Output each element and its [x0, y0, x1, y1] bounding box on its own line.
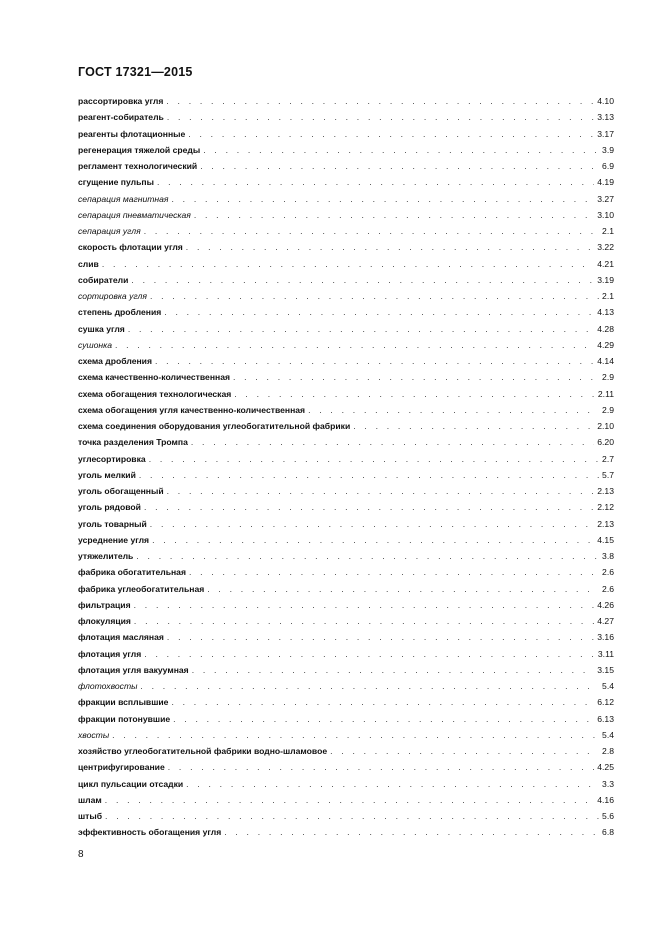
- index-term: реагент-собиратель: [78, 112, 164, 123]
- index-entry: [78, 142, 614, 158]
- index-ref: 2.8: [602, 746, 614, 756]
- dot-leader: [224, 824, 599, 840]
- dot-leader: [203, 142, 599, 158]
- index-entry: [78, 532, 614, 548]
- index-entry: [78, 613, 614, 629]
- dot-leader: [128, 321, 594, 337]
- index-entry: [78, 581, 614, 597]
- dot-leader: [186, 239, 594, 255]
- index-term: фракции потонувшие: [78, 713, 171, 724]
- index-term: флотация угля вакуумная: [78, 664, 189, 675]
- index-entry: [78, 272, 614, 288]
- index-entry: [78, 678, 614, 694]
- dot-leader: [200, 158, 599, 174]
- index-ref: 3.11: [597, 648, 614, 659]
- dot-leader: [136, 548, 599, 564]
- index-term: флотация масляная: [78, 632, 164, 643]
- dot-leader: [172, 191, 595, 207]
- index-term: флотация угля: [78, 648, 142, 659]
- index-term: собиратели: [78, 274, 129, 285]
- index-term: сушка угля: [78, 323, 125, 334]
- dot-leader: [189, 564, 599, 580]
- index-entry: [78, 727, 614, 743]
- index-ref: 4.19: [597, 177, 614, 188]
- dot-leader: [150, 516, 594, 532]
- index-ref: 3.10: [597, 209, 614, 220]
- index-ref: 4.16: [597, 794, 614, 805]
- index-ref: 2.1: [602, 291, 614, 301]
- dot-leader: [131, 272, 594, 288]
- index-ref: 2.1: [602, 226, 614, 236]
- index-ref: 4.27: [597, 616, 614, 626]
- index-ref: 4.13: [597, 307, 614, 318]
- index-entry: [78, 337, 614, 353]
- index-ref: 6.8: [602, 827, 614, 838]
- index-ref: 3.27: [597, 193, 614, 204]
- index-entry: [78, 434, 614, 450]
- dot-leader: [353, 418, 594, 434]
- index-entry: [78, 499, 614, 515]
- index-term: схема обогащения угля качественно-количественная: [78, 404, 306, 415]
- index-entry: [78, 93, 614, 109]
- index-entry: [78, 223, 614, 239]
- index-term: хвосты: [78, 729, 110, 740]
- dot-leader: [152, 532, 594, 548]
- dot-leader: [134, 597, 595, 613]
- index-term: точка разделения Тромпа: [78, 437, 188, 448]
- index-ref: 2.11: [597, 388, 614, 399]
- index-entry: [78, 564, 614, 580]
- index-term: сгущение пульпы: [78, 177, 154, 188]
- index-term: фильтрация: [78, 599, 131, 610]
- index-ref: 2.6: [602, 567, 614, 578]
- index-term: утяжелитель: [78, 551, 134, 561]
- dot-leader: [167, 483, 595, 499]
- dot-leader: [171, 694, 594, 710]
- index-term: уголь рядовой: [78, 502, 141, 513]
- index-entry: [78, 321, 614, 337]
- dot-leader: [173, 711, 594, 727]
- index-ref: 4.21: [597, 258, 614, 269]
- page-title: ГОСТ 17321—2015: [78, 65, 193, 79]
- index-term: сепарация пневматическая: [78, 209, 191, 220]
- dot-leader: [144, 499, 594, 515]
- index-ref: 5.4: [602, 729, 614, 740]
- index-term: штыб: [78, 811, 103, 821]
- index-term: фракции всплывшие: [78, 697, 169, 708]
- index-entry: [78, 824, 614, 840]
- dot-leader: [167, 629, 594, 645]
- dot-leader: [157, 174, 594, 190]
- index-term: сушонка: [78, 339, 112, 350]
- index-ref: 4.28: [597, 323, 614, 334]
- index-ref: 2.13: [597, 486, 614, 496]
- index-ref: 4.26: [597, 599, 614, 610]
- index-entry: [78, 207, 614, 223]
- index-term: схема дробления: [78, 356, 152, 366]
- index-ref: 5.7: [602, 469, 614, 480]
- index-term: сепарация магнитная: [78, 193, 169, 204]
- index-term: сортировка угля: [78, 291, 147, 301]
- index-entry: [78, 597, 614, 613]
- index-entry: [78, 353, 614, 369]
- index-entry: [78, 402, 614, 418]
- index-ref: 2.9: [602, 372, 614, 383]
- index-entry: [78, 483, 614, 499]
- dot-leader: [150, 288, 599, 304]
- index-entry: [78, 174, 614, 190]
- index-term: усреднение угля: [78, 534, 150, 545]
- index-entry: [78, 759, 614, 775]
- index-ref: 3.19: [597, 274, 614, 285]
- index-entry: [78, 158, 614, 174]
- index-entry: [78, 711, 614, 727]
- dot-leader: [166, 93, 594, 109]
- dot-leader: [105, 808, 599, 824]
- dot-leader: [144, 646, 595, 662]
- dot-leader: [330, 743, 599, 759]
- dot-leader: [105, 792, 595, 808]
- index-entry: [78, 288, 614, 304]
- index-entry: [78, 629, 614, 645]
- index-ref: 5.4: [602, 681, 614, 691]
- index-ref: 4.25: [597, 762, 614, 773]
- index-ref: 2.9: [602, 404, 614, 415]
- index-term: сепарация угля: [78, 226, 141, 236]
- dot-leader: [194, 207, 594, 223]
- index-term: центрифугирование: [78, 762, 165, 773]
- index-term: флотохвосты: [78, 681, 138, 691]
- index-ref: 2.10: [597, 421, 614, 431]
- index-term: цикл пульсации отсадки: [78, 778, 184, 789]
- index-ref: 6.13: [597, 713, 614, 724]
- index-term: схема соединения оборудования углеобогатительной фабрики: [78, 421, 351, 431]
- index-entry: [78, 239, 614, 255]
- index-entry: [78, 743, 614, 759]
- index-term: эффективность обогащения угля: [78, 827, 222, 838]
- index-ref: 4.29: [597, 339, 614, 350]
- index-entry: [78, 386, 614, 402]
- dot-leader: [188, 126, 594, 142]
- index-entry: [78, 662, 614, 678]
- index-entry: [78, 792, 614, 808]
- index-ref: 6.12: [597, 697, 614, 708]
- index-term: уголь товарный: [78, 518, 147, 529]
- index-entry: [78, 516, 614, 532]
- index-entry: [78, 451, 614, 467]
- index-term: шлам: [78, 794, 102, 805]
- dot-leader: [186, 776, 599, 792]
- dot-leader: [308, 402, 599, 418]
- dot-leader: [234, 386, 595, 402]
- page-number: 8: [78, 849, 84, 860]
- index-term: степень дробления: [78, 307, 162, 318]
- index-ref: 2.7: [602, 453, 614, 464]
- index-entry: [78, 369, 614, 385]
- dot-leader: [191, 434, 594, 450]
- index-term: реагенты флотационные: [78, 128, 186, 139]
- dot-leader: [115, 337, 594, 353]
- index-ref: 3.13: [597, 112, 614, 123]
- index-entry: [78, 256, 614, 272]
- index-ref: 3.15: [597, 664, 614, 675]
- index-term: фабрика обогатительная: [78, 567, 186, 578]
- dot-leader: [140, 678, 599, 694]
- index-entry: [78, 467, 614, 483]
- index-ref: 3.16: [597, 632, 614, 643]
- index-term: уголь обогащенный: [78, 486, 164, 496]
- index-ref: 6.20: [597, 437, 614, 448]
- index-ref: 3.8: [602, 551, 614, 561]
- index-entry: [78, 548, 614, 564]
- index-ref: 2.6: [602, 583, 614, 594]
- index-entry: [78, 304, 614, 320]
- index-entry: [78, 808, 614, 824]
- dot-leader: [207, 581, 599, 597]
- index-ref: 4.14: [597, 356, 614, 366]
- dot-leader: [233, 369, 599, 385]
- dot-leader: [139, 467, 599, 483]
- index-ref: 3.3: [602, 778, 614, 789]
- index-ref: 3.9: [602, 144, 614, 155]
- index-term: хозяйство углеобогатительной фабрики водно-шламовое: [78, 746, 328, 756]
- index-ref: 4.15: [597, 534, 614, 545]
- index-term: схема качественно-количественная: [78, 372, 230, 383]
- index-term: скорость флотации угля: [78, 242, 183, 253]
- dot-leader: [149, 451, 599, 467]
- index-term: фабрика углеобогатительная: [78, 583, 205, 594]
- index-entry: [78, 109, 614, 125]
- index-term: схема обогащения технологическая: [78, 388, 232, 399]
- index-entry: [78, 191, 614, 207]
- index-entry: [78, 646, 614, 662]
- index-term: слив: [78, 258, 99, 269]
- index-entry: [78, 776, 614, 792]
- dot-leader: [168, 759, 595, 775]
- dot-leader: [155, 353, 594, 369]
- index-entry: [78, 126, 614, 142]
- dot-leader: [102, 256, 594, 272]
- index-term: флокуляция: [78, 616, 131, 626]
- index-term: регенерация тяжелой среды: [78, 144, 201, 155]
- index-ref: 2.12: [597, 502, 614, 513]
- index-ref: 5.6: [602, 811, 614, 821]
- index-term: углесортировка: [78, 453, 146, 464]
- index-entry: [78, 418, 614, 434]
- index-ref: 3.22: [597, 242, 614, 253]
- index-term: рассортировка угля: [78, 96, 164, 106]
- dot-leader: [144, 223, 599, 239]
- dot-leader: [134, 613, 594, 629]
- index-entry: [78, 694, 614, 710]
- dot-leader: [192, 662, 595, 678]
- dot-leader: [167, 109, 594, 125]
- dot-leader: [164, 304, 594, 320]
- index-ref: 4.10: [597, 96, 614, 106]
- index-ref: 2.13: [597, 518, 614, 529]
- term-index-list: [78, 93, 614, 841]
- index-ref: 3.17: [597, 128, 614, 139]
- index-term: регламент технологический: [78, 161, 198, 171]
- index-term: уголь мелкий: [78, 469, 136, 480]
- index-ref: 6.9: [602, 161, 614, 171]
- dot-leader: [112, 727, 599, 743]
